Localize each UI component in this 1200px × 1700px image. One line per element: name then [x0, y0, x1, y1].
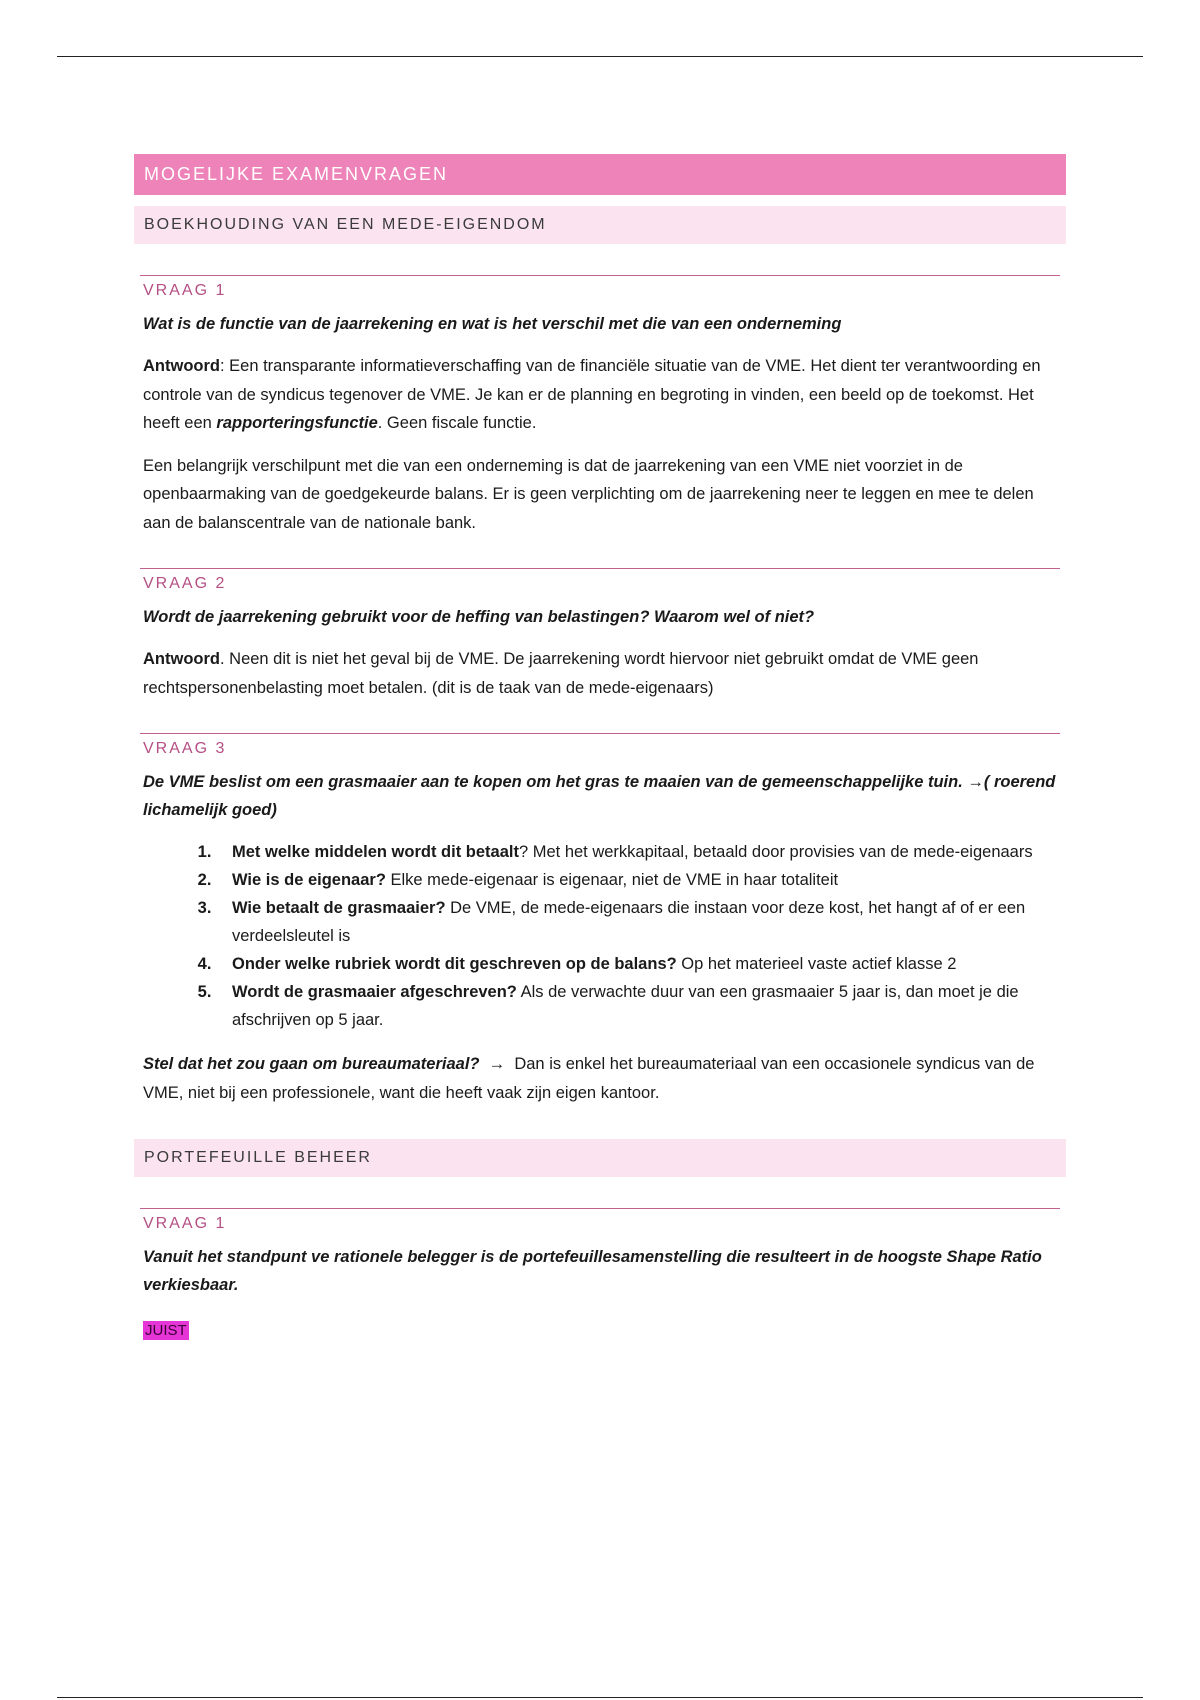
portfolio-question-1-label: VRAAG 1 [140, 1208, 1060, 1233]
question-3-text: De VME beslist om een grasmaaier aan te kopen om het gras te maaien van de gemeenschappelijke tuin. →( roerend lichamelijk goed) [143, 773, 1056, 819]
arrow-right-icon: → [479, 1055, 515, 1073]
list-item-question: Met welke middelen wordt dit betaalt [232, 843, 519, 861]
section-heading-boekhouding: BOEKHOUDING VAN EEN MEDE-EIGENDOM [134, 206, 1066, 244]
list-item-question: Wordt de grasmaaier afgeschreven? [232, 983, 517, 1001]
list-item [216, 978, 1058, 1034]
list-item-answer: Op het materieel vaste actief klasse 2 [676, 955, 957, 973]
followup-question: Stel dat het zou gaan om bureaumateriaal? [143, 1055, 480, 1073]
answer-text: . Neen dit is niet het geval bij de VME. De jaarrekening wordt hiervoor niet gebruikt omdat de VME geen rechtspersonenbelasting moet betalen. (dit is de taak van de mede-eigenaars) [143, 650, 979, 697]
question-1-text: Wat is de functie van de jaarrekening en wat is het verschil met die van een onderneming [143, 315, 842, 333]
list-item [216, 894, 1058, 950]
question-3-followup [143, 1050, 1066, 1107]
question-2-text: Wordt de jaarrekening gebruikt voor de heffing van belastingen? Waarom wel of niet? [143, 608, 815, 626]
question-2-label: VRAAG 2 [140, 568, 1060, 593]
list-item-question: Onder welke rubriek wordt dit geschreven op de balans? [232, 955, 677, 973]
list-item-answer: De VME, de mede-eigenaars die instaan voor deze kost, het hangt af of er een verdeelsleutel is [232, 899, 1026, 945]
list-item-answer: Als de verwachte duur van een grasmaaier 5 jaar is, dan moet je die afschrijven op 5 jaar. [232, 983, 1019, 1029]
list-item [216, 866, 1058, 894]
answer-lead: Antwoord [143, 650, 220, 668]
answer-text: . Geen fiscale functie. [377, 414, 537, 432]
question-1-label: VRAAG 1 [140, 275, 1060, 300]
answer-lead: Antwoord [143, 357, 220, 375]
answer-badge: JUIST [145, 1322, 187, 1339]
list-item-answer: Elke mede-eigenaar is eigenaar, niet de VME in haar totaliteit [385, 871, 839, 889]
list-item-question: Wie is de eigenaar? [232, 871, 386, 889]
page-top-rule [57, 56, 1143, 57]
question-3-list [134, 838, 1066, 1034]
answer-2-paragraph [143, 645, 1066, 702]
section-heading-portefeuille: PORTEFEUILLE BEHEER [134, 1139, 1066, 1177]
page-bottom-rule [57, 1697, 1143, 1698]
answer-1-paragraph [143, 352, 1066, 438]
heading-mogelijke-examenvragen: MOGELIJKE EXAMENVRAGEN [134, 154, 1066, 195]
answer-emphasis: rapporteringsfunctie [216, 414, 378, 432]
list-item-answer: ? Met het werkkapitaal, betaald door provisies van de mede-eigenaars [518, 843, 1033, 861]
answer-1-paragraph-2: Een belangrijk verschilpunt met die van een onderneming is dat de jaarrekening van een VME niet voorziet in de openbaarmaking van de goedgekeurde balans. Er is geen verplichting om de jaarrekening neer te leggen en mee te delen aan de balanscentrale van de nationale bank. [143, 456, 1034, 532]
followup-answer: Dan is enkel het bureaumateriaal van een occasionele syndicus van de VME, niet bij een professionele, want die heeft vaak zijn eigen kantoor. [143, 1055, 1035, 1102]
list-item [216, 950, 1058, 978]
answer-text: : Een transparante informatieverschaffing van de financiële situatie van de VME. Het dient ter verantwoording en controle van de syndicus tegenover de VME. Je kan er de planning en begroting in vinden, een beeld op de toekomst. Het heeft een [143, 357, 1041, 432]
list-item [216, 838, 1058, 866]
list-item-question: Wie betaalt de grasmaaier? [232, 899, 446, 917]
document-body [134, 154, 1066, 1340]
question-3-label: VRAAG 3 [140, 733, 1060, 758]
portfolio-question-1-text: Vanuit het standpunt ve rationele belegger is de portefeuillesamenstelling die resulteert in de hoogste Shape Ratio verkiesbaar. [143, 1248, 1042, 1294]
